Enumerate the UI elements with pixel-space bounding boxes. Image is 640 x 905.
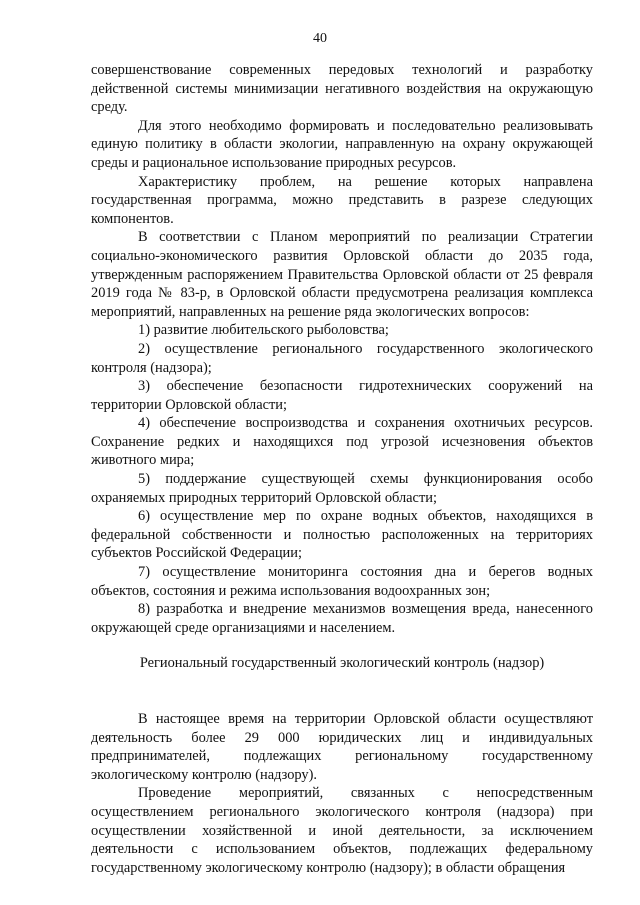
section-heading: Региональный государственный экологический контроль (надзор) [139, 655, 545, 672]
list-item: 1) развитие любительского рыболовства; [138, 322, 389, 339]
list-item: 6) осуществление мер по охране водных объектов, находящихся в федеральной собственности и полностью расположенных на территориях субъектов Российской Федерации; [91, 508, 593, 562]
paragraph: Проведение мероприятий, связанных с непосредственным осуществлением регионального экологического контроля (надзора) при осуществлении хозяйственной и иной деятельности, за исключением деятельности с использованием объектов, подлежащих федеральному государственному экологическому контролю (надзору); в области обращения [91, 785, 593, 876]
list-item: 5) поддержание существующей схемы функционирования особо охраняемых природных территорий Орловской области; [91, 471, 593, 506]
list-item: 7) осуществление мониторинга состояния дна и берегов водных объектов, состояния и режима использования водоохранных зон; [91, 564, 593, 599]
paragraph: В соответствии с Планом мероприятий по реализации Стратегии социально-экономического развития Орловской области до 2035 года, утвержденным распоряжением Правительства Орловской области от 25 февраля 2019 года № 83-р, в Орловской области предусмотрена реализация комплекса мероприятий, направленных на решение ряда экологических вопросов: [91, 229, 593, 320]
paragraph: Характеристику проблем, на решение которых направлена государственная программа, можно представить в разрезе следующих компонентов. [91, 173, 593, 227]
list-item: 3) обеспечение безопасности гидротехнических сооружений на территории Орловской области; [91, 378, 593, 413]
page-number: 40 [313, 31, 327, 46]
document-body [91, 61, 593, 877]
list-item: 2) осуществление регионального государственного экологического контроля (надзора); [91, 340, 593, 376]
list-item: 4) обеспечение воспроизводства и сохранения охотничьих ресурсов. Сохранение редких и находящихся под угрозой исчезновения объектов животного мира; [91, 415, 593, 469]
paragraph: В настоящее время на территории Орловской области осуществляют деятельность более 29 000 юридических лиц и индивидуальных предпринимателей, подлежащих региональному государственному экологическому контролю (надзору). [91, 711, 593, 783]
paragraph: совершенствование современных передовых технологий и разработку действенной системы минимизации негативного воздействия на окружающую среду. [91, 62, 593, 116]
list-item: 8) разработка и внедрение механизмов возмещения вреда, нанесенного окружающей среде организациями и населением. [91, 601, 593, 636]
paragraph: Для этого необходимо формировать и последовательно реализовывать единую политику в области экологии, направленную на охрану окружающей среды и рациональное использование природных ресурсов. [91, 117, 593, 171]
